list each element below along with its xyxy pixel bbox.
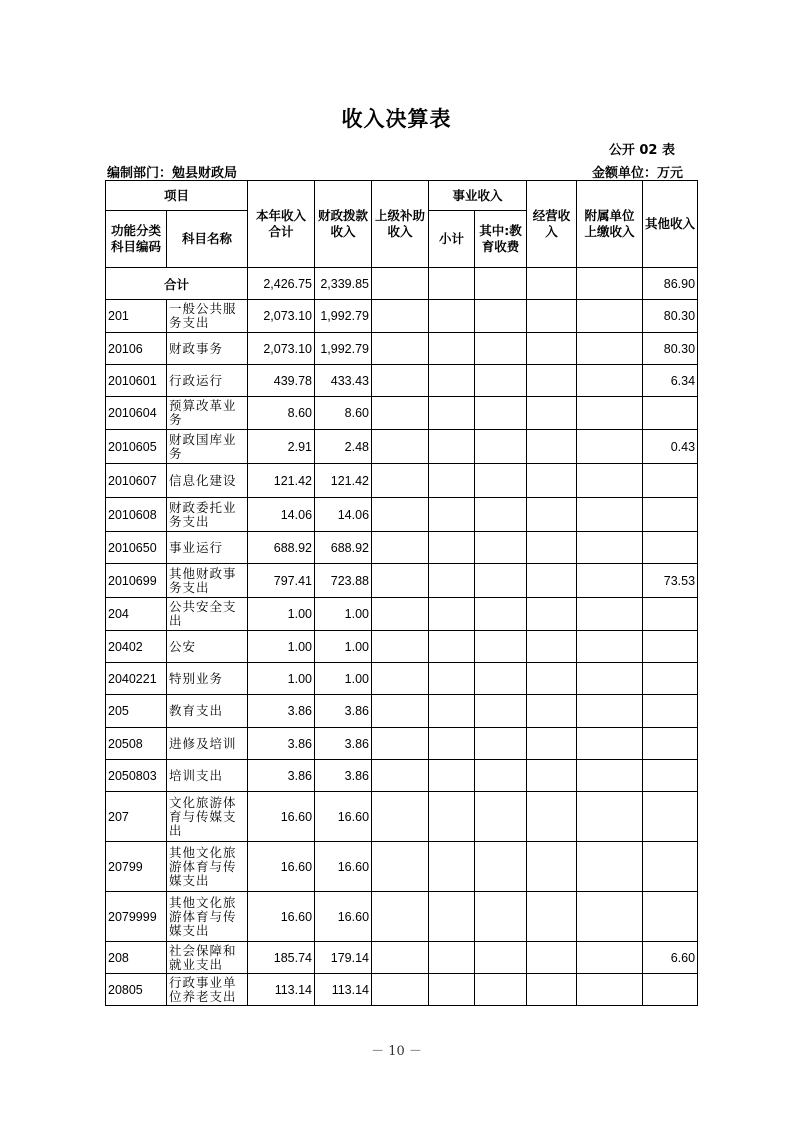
row-affiliated-income bbox=[577, 430, 643, 464]
table-row bbox=[106, 663, 698, 695]
total-income-value: 2,426.75 bbox=[248, 268, 315, 300]
header-subtotal: 小计 bbox=[429, 211, 475, 268]
department-label: 编制部门：勉县财政局 bbox=[107, 166, 238, 181]
row-code: 20508 bbox=[106, 728, 167, 760]
row-affiliated-income bbox=[577, 631, 643, 663]
row-business-subtotal bbox=[429, 663, 475, 695]
row-superior-subsidy bbox=[372, 430, 429, 464]
row-other-income: 6.60 bbox=[643, 942, 698, 974]
row-business-subtotal bbox=[429, 300, 475, 333]
row-superior-subsidy bbox=[372, 498, 429, 532]
row-subject-name: 财政委托业务支出 bbox=[167, 498, 248, 532]
row-education-fees bbox=[475, 532, 527, 564]
row-business-subtotal bbox=[429, 464, 475, 498]
row-affiliated-income bbox=[577, 397, 643, 430]
row-business-subtotal bbox=[429, 397, 475, 430]
document-title: 收入决算表 bbox=[341, 107, 452, 131]
row-affiliated-income bbox=[577, 892, 643, 942]
row-business-subtotal bbox=[429, 365, 475, 397]
row-subject-name: 其他文化旅游体育与传媒支出 bbox=[167, 842, 248, 892]
row-fiscal-appropriation: 113.14 bbox=[315, 974, 372, 1006]
row-fiscal-appropriation: 1.00 bbox=[315, 663, 372, 695]
row-subject-name: 事业运行 bbox=[167, 532, 248, 564]
row-operating-income bbox=[527, 728, 577, 760]
row-code: 2010607 bbox=[106, 464, 167, 498]
row-education-fees bbox=[475, 760, 527, 792]
header-total-income: 本年收入合计 bbox=[248, 181, 315, 268]
row-education-fees bbox=[475, 792, 527, 842]
row-operating-income bbox=[527, 663, 577, 695]
row-total-income: 2,073.10 bbox=[248, 300, 315, 333]
row-operating-income bbox=[527, 333, 577, 365]
row-education-fees bbox=[475, 333, 527, 365]
header-fiscal-appropriation: 财政拨款收入 bbox=[315, 181, 372, 268]
row-code: 2010605 bbox=[106, 430, 167, 464]
row-business-subtotal bbox=[429, 842, 475, 892]
row-code: 2010601 bbox=[106, 365, 167, 397]
row-other-income bbox=[643, 663, 698, 695]
row-superior-subsidy bbox=[372, 532, 429, 564]
row-business-subtotal bbox=[429, 498, 475, 532]
row-affiliated-income bbox=[577, 942, 643, 974]
table-row bbox=[106, 974, 698, 1006]
header-subject-name: 科目名称 bbox=[167, 211, 248, 268]
row-other-income: 0.43 bbox=[643, 430, 698, 464]
row-code: 20402 bbox=[106, 631, 167, 663]
row-affiliated-income bbox=[577, 728, 643, 760]
table-row bbox=[106, 631, 698, 663]
row-affiliated-income bbox=[577, 564, 643, 598]
row-fiscal-appropriation: 3.86 bbox=[315, 760, 372, 792]
row-fiscal-appropriation: 2.48 bbox=[315, 430, 372, 464]
row-affiliated-income bbox=[577, 498, 643, 532]
row-fiscal-appropriation: 1,992.79 bbox=[315, 300, 372, 333]
row-operating-income bbox=[527, 892, 577, 942]
row-code: 2040221 bbox=[106, 663, 167, 695]
row-education-fees bbox=[475, 663, 527, 695]
row-code: 2010604 bbox=[106, 397, 167, 430]
row-operating-income bbox=[527, 842, 577, 892]
total-label: 合计 bbox=[106, 268, 248, 300]
row-education-fees bbox=[475, 695, 527, 728]
header-other-income: 其他收入 bbox=[643, 181, 698, 268]
row-business-subtotal bbox=[429, 942, 475, 974]
row-other-income bbox=[643, 728, 698, 760]
row-other-income: 6.34 bbox=[643, 365, 698, 397]
row-subject-name: 文化旅游体育与传媒支出 bbox=[167, 792, 248, 842]
row-operating-income bbox=[527, 631, 577, 663]
row-subject-name: 公共安全支出 bbox=[167, 598, 248, 631]
header-item: 项目 bbox=[106, 181, 248, 211]
row-total-income: 439.78 bbox=[248, 365, 315, 397]
row-business-subtotal bbox=[429, 728, 475, 760]
row-code: 205 bbox=[106, 695, 167, 728]
table-row bbox=[106, 728, 698, 760]
row-other-income bbox=[643, 760, 698, 792]
row-operating-income bbox=[527, 695, 577, 728]
header-business-income: 事业收入 bbox=[429, 181, 527, 211]
header-func-code: 功能分类科目编码 bbox=[106, 211, 167, 268]
row-operating-income bbox=[527, 300, 577, 333]
row-code: 2010699 bbox=[106, 564, 167, 598]
row-subject-name: 预算改革业务 bbox=[167, 397, 248, 430]
table-row bbox=[106, 942, 698, 974]
row-superior-subsidy bbox=[372, 695, 429, 728]
row-business-subtotal bbox=[429, 564, 475, 598]
row-total-income: 121.42 bbox=[248, 464, 315, 498]
row-operating-income bbox=[527, 498, 577, 532]
table-row bbox=[106, 430, 698, 464]
row-total-income: 16.60 bbox=[248, 842, 315, 892]
row-subject-name: 财政事务 bbox=[167, 333, 248, 365]
row-affiliated-income bbox=[577, 663, 643, 695]
row-total-income: 3.86 bbox=[248, 728, 315, 760]
row-education-fees bbox=[475, 598, 527, 631]
row-total-income: 16.60 bbox=[248, 792, 315, 842]
row-education-fees bbox=[475, 430, 527, 464]
row-other-income bbox=[643, 532, 698, 564]
row-fiscal-appropriation: 14.06 bbox=[315, 498, 372, 532]
row-code: 2010650 bbox=[106, 532, 167, 564]
row-subject-name: 信息化建设 bbox=[167, 464, 248, 498]
row-business-subtotal bbox=[429, 598, 475, 631]
row-operating-income bbox=[527, 598, 577, 631]
row-business-subtotal bbox=[429, 892, 475, 942]
row-fiscal-appropriation: 1.00 bbox=[315, 631, 372, 663]
row-other-income bbox=[643, 792, 698, 842]
row-fiscal-appropriation: 723.88 bbox=[315, 564, 372, 598]
row-fiscal-appropriation: 121.42 bbox=[315, 464, 372, 498]
table-row bbox=[106, 792, 698, 842]
row-other-income: 73.53 bbox=[643, 564, 698, 598]
row-affiliated-income bbox=[577, 464, 643, 498]
row-total-income: 16.60 bbox=[248, 892, 315, 942]
row-business-subtotal bbox=[429, 333, 475, 365]
row-operating-income bbox=[527, 397, 577, 430]
row-total-income: 1.00 bbox=[248, 663, 315, 695]
row-affiliated-income bbox=[577, 792, 643, 842]
table-row bbox=[106, 760, 698, 792]
row-education-fees bbox=[475, 300, 527, 333]
row-total-income: 3.86 bbox=[248, 695, 315, 728]
row-code: 20805 bbox=[106, 974, 167, 1006]
row-superior-subsidy bbox=[372, 892, 429, 942]
row-superior-subsidy bbox=[372, 397, 429, 430]
row-business-subtotal bbox=[429, 695, 475, 728]
row-code: 204 bbox=[106, 598, 167, 631]
table-row bbox=[106, 333, 698, 365]
table-row bbox=[106, 532, 698, 564]
row-subject-name: 财政国库业务 bbox=[167, 430, 248, 464]
row-other-income bbox=[643, 397, 698, 430]
row-subject-name: 其他文化旅游体育与传媒支出 bbox=[167, 892, 248, 942]
row-code: 2079999 bbox=[106, 892, 167, 942]
row-operating-income bbox=[527, 792, 577, 842]
row-subject-name: 教育支出 bbox=[167, 695, 248, 728]
row-subject-name: 行政运行 bbox=[167, 365, 248, 397]
table-row bbox=[106, 892, 698, 942]
form-number: 公开 02 表 bbox=[608, 143, 675, 158]
header-education-fees: 其中:教育收费 bbox=[475, 211, 527, 268]
row-operating-income bbox=[527, 760, 577, 792]
row-education-fees bbox=[475, 728, 527, 760]
row-education-fees bbox=[475, 397, 527, 430]
row-education-fees bbox=[475, 631, 527, 663]
row-operating-income bbox=[527, 942, 577, 974]
row-code: 20799 bbox=[106, 842, 167, 892]
row-superior-subsidy bbox=[372, 598, 429, 631]
row-subject-name: 一般公共服务支出 bbox=[167, 300, 248, 333]
row-fiscal-appropriation: 3.86 bbox=[315, 695, 372, 728]
row-fiscal-appropriation: 3.86 bbox=[315, 728, 372, 760]
row-superior-subsidy bbox=[372, 942, 429, 974]
row-business-subtotal bbox=[429, 760, 475, 792]
row-superior-subsidy bbox=[372, 792, 429, 842]
row-superior-subsidy bbox=[372, 842, 429, 892]
row-subject-name: 进修及培训 bbox=[167, 728, 248, 760]
row-affiliated-income bbox=[577, 532, 643, 564]
row-superior-subsidy bbox=[372, 663, 429, 695]
row-education-fees bbox=[475, 892, 527, 942]
row-superior-subsidy bbox=[372, 564, 429, 598]
row-affiliated-income bbox=[577, 598, 643, 631]
row-code: 207 bbox=[106, 792, 167, 842]
row-affiliated-income bbox=[577, 760, 643, 792]
row-fiscal-appropriation: 1.00 bbox=[315, 598, 372, 631]
row-operating-income bbox=[527, 464, 577, 498]
row-total-income: 1.00 bbox=[248, 598, 315, 631]
row-affiliated-income bbox=[577, 300, 643, 333]
row-operating-income bbox=[527, 974, 577, 1006]
income-table bbox=[105, 180, 698, 1006]
row-business-subtotal bbox=[429, 430, 475, 464]
table-row bbox=[106, 598, 698, 631]
row-other-income bbox=[643, 498, 698, 532]
row-other-income: 80.30 bbox=[643, 333, 698, 365]
total-row bbox=[106, 268, 698, 300]
row-fiscal-appropriation: 1,992.79 bbox=[315, 333, 372, 365]
row-other-income bbox=[643, 598, 698, 631]
row-fiscal-appropriation: 688.92 bbox=[315, 532, 372, 564]
row-total-income: 1.00 bbox=[248, 631, 315, 663]
row-code: 208 bbox=[106, 942, 167, 974]
table-row bbox=[106, 695, 698, 728]
table-row bbox=[106, 464, 698, 498]
row-other-income: 80.30 bbox=[643, 300, 698, 333]
table-row bbox=[106, 564, 698, 598]
row-code: 2050803 bbox=[106, 760, 167, 792]
row-total-income: 185.74 bbox=[248, 942, 315, 974]
header-affiliated-income: 附属单位上缴收入 bbox=[577, 181, 643, 268]
page-number: － 10 － bbox=[371, 1044, 422, 1059]
total-fiscal-value: 2,339.85 bbox=[315, 268, 372, 300]
row-other-income bbox=[643, 631, 698, 663]
row-superior-subsidy bbox=[372, 974, 429, 1006]
row-superior-subsidy bbox=[372, 333, 429, 365]
row-subject-name: 培训支出 bbox=[167, 760, 248, 792]
row-other-income bbox=[643, 892, 698, 942]
row-superior-subsidy bbox=[372, 300, 429, 333]
row-fiscal-appropriation: 16.60 bbox=[315, 792, 372, 842]
row-affiliated-income bbox=[577, 333, 643, 365]
row-business-subtotal bbox=[429, 631, 475, 663]
row-total-income: 3.86 bbox=[248, 760, 315, 792]
row-affiliated-income bbox=[577, 365, 643, 397]
table-row bbox=[106, 300, 698, 333]
row-affiliated-income bbox=[577, 974, 643, 1006]
table-row bbox=[106, 842, 698, 892]
row-business-subtotal bbox=[429, 974, 475, 1006]
row-operating-income bbox=[527, 430, 577, 464]
row-other-income bbox=[643, 464, 698, 498]
row-subject-name: 行政事业单位养老支出 bbox=[167, 974, 248, 1006]
row-operating-income bbox=[527, 564, 577, 598]
row-business-subtotal bbox=[429, 532, 475, 564]
row-education-fees bbox=[475, 464, 527, 498]
row-superior-subsidy bbox=[372, 365, 429, 397]
table-row bbox=[106, 498, 698, 532]
row-fiscal-appropriation: 8.60 bbox=[315, 397, 372, 430]
row-fiscal-appropriation: 16.60 bbox=[315, 892, 372, 942]
row-fiscal-appropriation: 433.43 bbox=[315, 365, 372, 397]
row-subject-name: 特别业务 bbox=[167, 663, 248, 695]
row-fiscal-appropriation: 16.60 bbox=[315, 842, 372, 892]
header-operating-income: 经营收入 bbox=[527, 181, 577, 268]
row-education-fees bbox=[475, 842, 527, 892]
row-total-income: 2,073.10 bbox=[248, 333, 315, 365]
row-subject-name: 其他财政事务支出 bbox=[167, 564, 248, 598]
row-superior-subsidy bbox=[372, 728, 429, 760]
row-fiscal-appropriation: 179.14 bbox=[315, 942, 372, 974]
row-total-income: 2.91 bbox=[248, 430, 315, 464]
row-subject-name: 公安 bbox=[167, 631, 248, 663]
row-education-fees bbox=[475, 564, 527, 598]
row-affiliated-income bbox=[577, 842, 643, 892]
row-education-fees bbox=[475, 942, 527, 974]
row-other-income bbox=[643, 842, 698, 892]
row-superior-subsidy bbox=[372, 631, 429, 663]
row-code: 20106 bbox=[106, 333, 167, 365]
row-total-income: 113.14 bbox=[248, 974, 315, 1006]
row-subject-name: 社会保障和就业支出 bbox=[167, 942, 248, 974]
header-superior-subsidy: 上级补助收入 bbox=[372, 181, 429, 268]
row-code: 201 bbox=[106, 300, 167, 333]
row-total-income: 14.06 bbox=[248, 498, 315, 532]
row-operating-income bbox=[527, 365, 577, 397]
row-superior-subsidy bbox=[372, 760, 429, 792]
row-other-income bbox=[643, 695, 698, 728]
table-row bbox=[106, 397, 698, 430]
row-total-income: 8.60 bbox=[248, 397, 315, 430]
row-education-fees bbox=[475, 974, 527, 1006]
row-total-income: 797.41 bbox=[248, 564, 315, 598]
row-education-fees bbox=[475, 498, 527, 532]
row-total-income: 688.92 bbox=[248, 532, 315, 564]
row-operating-income bbox=[527, 532, 577, 564]
row-business-subtotal bbox=[429, 792, 475, 842]
row-code: 2010608 bbox=[106, 498, 167, 532]
row-affiliated-income bbox=[577, 695, 643, 728]
row-other-income bbox=[643, 974, 698, 1006]
row-superior-subsidy bbox=[372, 464, 429, 498]
total-other-value: 86.90 bbox=[643, 268, 698, 300]
row-education-fees bbox=[475, 365, 527, 397]
table-row bbox=[106, 365, 698, 397]
amount-unit-label: 金额单位：万元 bbox=[591, 166, 683, 181]
